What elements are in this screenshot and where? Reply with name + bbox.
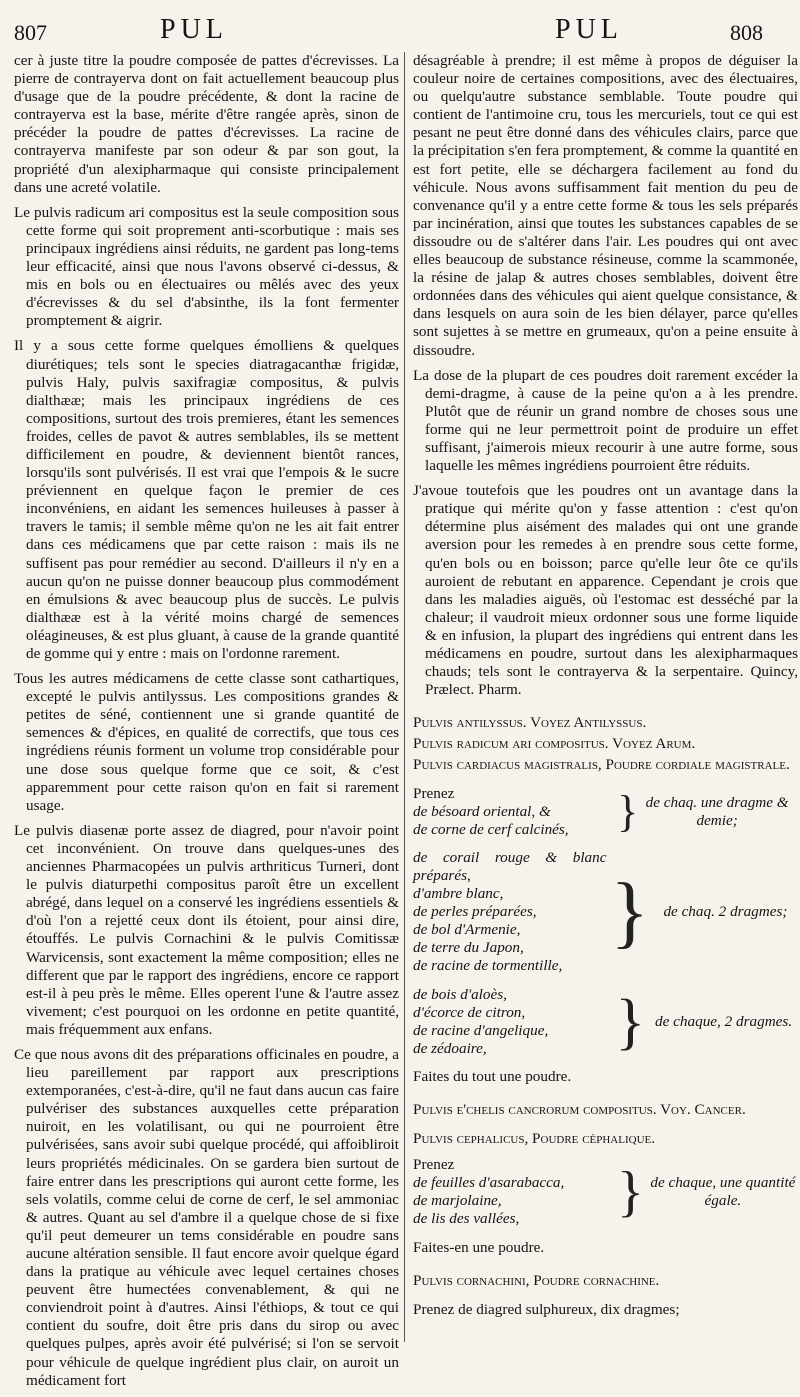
- ingredient: de racine de tormentille,: [413, 957, 563, 975]
- dose: de chaque, 2 dragmes.: [655, 1012, 793, 1030]
- recipe-group: [413, 986, 798, 1058]
- ingredient: de bol d'Armenie,: [413, 921, 521, 939]
- ingredient: de perles préparées,: [413, 903, 537, 921]
- entry-cardiacus: Pulvis cardiacus magistralis, Poudre cordiale magistrale.: [413, 756, 790, 774]
- brace: }: [617, 1161, 644, 1224]
- paragraph: Tous les autres médicamens de cette classe sont cathartiques, excepté le pulvis antilyssus. Les compositions grandes & petites de séné, contiennent une si grande quantité de semences & d'épices, en qualité de correctifs, que tous ces ingrédiens réunis forment un volume trop considérable pour une dose sous quelque forme que ce soit, & c'est apparemment pour cette raison qu'on en fait si rarement usage.: [14, 670, 399, 814]
- left-header-word: PUL: [160, 14, 228, 45]
- ingredient: de lis des vallées,: [413, 1210, 520, 1228]
- paragraph: désagréable à prendre; il est même à propos de déguiser la couleur noire de certaines compositions, avec des électuaires, ou quelqu'autre substance semblable. Toute poudre qui contient de l'antimoine cru, tous les mercuriels, tout ce qui est pesant ne peut être donné dans des véhicules clairs, parce que la précipitation s'en fera promptement, & comme la quantité en est fort petite, elle se déchargera facilement au fond du véhicule. Nous avons suffisamment fait mention du peu de convenance qu'il y a entre cette forme & tous les sels préparés par incinération, ainsi que toutes les substances capables de se dissoudre ou de s'altérer dans l'air. Les poudres qui ont avec elles beaucoup de substance résineuse, comme la scammonée, la résine de jalap & autres choses semblables, doivent être ordonnées dans des véhicules qui aient quelque consistance, & dans lesquels on aura soin de les bien délayer, parce qu'elles sont sujettes à se mettre en grumeaux, qu'on a peine ensuite à dissoudre.: [413, 52, 798, 359]
- brace: }: [610, 868, 649, 957]
- ingredient: d'écorce de citron,: [413, 1003, 526, 1021]
- entry-radicum-ari: Pulvis radicum ari compositus. Voyez Arum.: [413, 735, 696, 753]
- ingredient: de racine d'angelique,: [413, 1021, 549, 1039]
- entry-cornachini: Pulvis cornachini, Poudre cornachine.: [413, 1271, 660, 1289]
- paragraph: J'avoue toutefois que les poudres ont un avantage dans la pratique qui mérite qu'on y fasse attention : c'est qu'on détermine plus aisément des malades qui ont une grande aversion pour les remedes à en prendre sous cette forme, qu'en bols ou en boisson; parce qu'elle leur ôte ce qu'ils auroient de rebutant en apparence. Cependant je crois que dans les maladies aiguës, où l'estomac est desséché par la chaleur; il vaudroit mieux ordonner sous une forme liquide & en infusion, la plupart des ingrédiens qui entrent dans les médicamens en poudre, surtout dans les alexipharmaques chauds; tels sont le contrayerva & la serpentaire. Quincy, Prælect. Pharm.: [413, 482, 798, 699]
- left-column: [14, 52, 399, 1397]
- faites-line: Faites-en une poudre.: [413, 1238, 545, 1256]
- recipe-cardiacus: [413, 785, 798, 1058]
- ingredient: de bois d'aloès,: [413, 985, 507, 1003]
- right-page-number: 808: [730, 20, 763, 45]
- right-header-word: PUL: [555, 14, 623, 45]
- recipe-lead: Prenez: [413, 784, 455, 802]
- ingredient: de bésoard oriental, &: [413, 802, 551, 820]
- ingredient: de marjolaine,: [413, 1192, 502, 1210]
- paragraph: cer à juste titre la poudre composée de pattes d'écrevisses. La pierre de contrayerva dont on fait actuellement beaucoup plus d'usage que de la poudre précédente, & dont la racine de contrayerva est la base, mérite d'être rangée après, sinon de précéder la poudre de pattes d'écrevisses. La racine de contrayerva manifeste par son odeur & par son gout, la propriété d'un alexipharmaque qui consiste principalement dans une acreté volatile.: [14, 52, 399, 196]
- dose: de chaque, une quantité égale.: [650, 1174, 796, 1210]
- dose: de chaq. 2 dragmes;: [663, 903, 788, 921]
- entry-antilyssus: Pulvis antilyssus. Voyez Antilyssus.: [413, 714, 647, 732]
- dose: de chaq. une dragme & demie;: [645, 793, 789, 829]
- right-column: [413, 52, 798, 1326]
- left-page-number: 807: [14, 20, 47, 45]
- faites-line: Faites du tout une poudre.: [413, 1067, 572, 1085]
- paragraph: Il y a sous cette forme quelques émolliens & quelques diurétiques; tels sont le species diatragacanthæ frigidæ, pulvis Haly, pulvis saxifragiæ compositus, & pulvis dialthææ; mais les principaux ingrédiens de ces compositions, surtout des trois premieres, étant les semences froides, celles de pavot & autres semblables, ils se mettent difficilement en poudre, & deviennent bientôt rances, lorsqu'ils sont pulvérisés. Il est vrai que l'empois & le sucre préviennent en quelque façon le premier de ces inconvéniens, en aidant les semences huileuses à passer à travers le tamis; il semble même qu'on ne les ait fait entrer dans ces médicamens que par cette raison : mais ils ne suffisent pas pour remédier au second. D'ailleurs il n'y en a aucun qu'on ne puisse donner beaucoup plus commodément en émulsions & avec beaucoup plus de succès. Le pulvis dialthææ est à la vérité moins chargé de semences oléagineuses, & est plus gluant, à cause de la grande quantité de gomme qui y entre : mais on l'ordonne rarement.: [14, 337, 399, 662]
- entry-chelis-cancrorum: Pulvis e'chelis cancrorum compositus. Voy. Cancer.: [413, 1100, 746, 1118]
- ingredient: de terre du Japon,: [413, 939, 524, 957]
- brace: }: [617, 786, 639, 836]
- recipe-group: [413, 785, 798, 839]
- paragraph: La dose de la plupart de ces poudres doit rarement excéder la demi-dragme, à cause de la peine qu'on a à les prendre. Plutôt que de réunir un grand nombre de choses sous une forme qui ne leur permettroit point de produire un effet suffisant, j'aimerois mieux recourir à une autre forme, sous laquelle les mêmes ingrédiens pourroient être réduits.: [413, 366, 798, 475]
- recipe-lead: Prenez: [413, 1156, 455, 1174]
- brace: }: [615, 987, 646, 1056]
- last-line: Prenez de diagred sulphureux, dix dragmes;: [413, 1300, 680, 1318]
- column-rule: [404, 52, 405, 1342]
- paragraph: Le pulvis diasenæ porte assez de diagred, pour n'avoir point cet inconvénient. On trouve dans quelques-unes des anciennes Pharmacopées un pulvis arthriticus Turneri, dont le pulvis diaturpethi compositus paroît être un excellent abrégé, dans lequel on a conservé les ingrédiens essentiels & d'où l'on a rejetté ceux dont ils étoient, pour ainsi dire, étouffés. Le pulvis Cornachini & le pulvis Comitissæ Warvicensis, sont exactement la même composition; elles ne different que par le rapport des ingrédiens, encore ce rapport est-il à peu près le même. Elles operent l'une & l'autre assez vivement; c'est pourquoi on les ordonne en petite quantité, mais fréquemment aux enfans.: [14, 821, 399, 1038]
- ingredient: de corne de cerf calcinés,: [413, 820, 569, 838]
- running-header: [0, 0, 800, 50]
- entry-cephalicus: Pulvis cephalicus, Poudre céphalique.: [413, 1130, 656, 1148]
- recipe-group: [413, 849, 798, 976]
- recipe-cephalicus: [413, 1156, 798, 1228]
- ingredient: de feuilles d'asarabacca,: [413, 1174, 565, 1192]
- ingredient: d'ambre blanc,: [413, 885, 504, 903]
- paragraph: Le pulvis radicum ari compositus est la seule composition sous cette forme qui soit proprement anti-scorbutique : mais ses principaux ingrédiens ainsi réduits, ne gardent pas long-tems leur efficacité, ainsi que nous l'avons observé ci-dessus, & mis en bols ou en électuaires ou mêlés avec des yeux d'écrevisses & du sel d'absinthe, ils la font fermenter promptement & aigrir.: [14, 203, 399, 330]
- ingredient: de zédoaire,: [413, 1039, 487, 1057]
- paragraph: Ce que nous avons dit des préparations officinales en poudre, a lieu pareillement par rapport aux prescriptions extemporanées, c'est-à-dire, qu'il ne faut dans aucun cas faire pulvériser des substances auxquelles cette préparation nuiroit, en les volatilisant, ou qui ne pourroient être pulvérisées, sans avoir subi quelque procédé, qui affoibliroit leurs propriétés médicinales. On se gardera bien surtout de faire entrer dans les prescriptions qui auront cette forme, les sels volatils, comme celui de corne de cerf, le sel ammoniac & autres. Quant au sel d'ambre il a quelque chose de si fixe qu'il peut demeurer un tems considérable en poudre sans aucune altération sensible. Il faut encore avoir quelque égard dans la pratique au véhicule avec lequel certaines choses peuvent être humectées convenablement, & qui ne conviendroit point à d'autres. Ainsi l'éthiops, & tout ce qui contient du soufre, doit être pris dans du sirop ou avec quelques pulpes, après avoir été pulvérisé; si l'on se servoit pour véhicule de quelque ingrédient plus clair, on auroit un médicament fort: [14, 1045, 399, 1389]
- ingredient: de corail rouge & blanc préparés,: [413, 848, 607, 884]
